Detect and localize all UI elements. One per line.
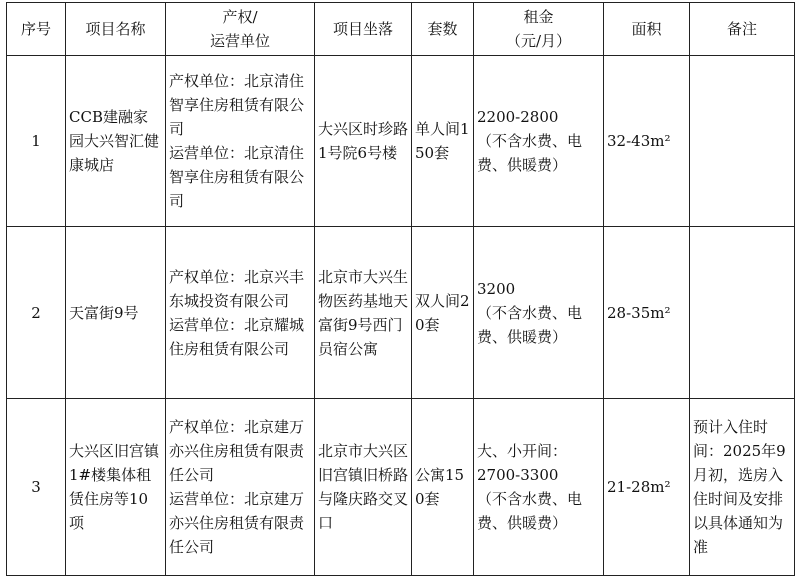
row-rent: 3200 （不含水费、电费、供暖费）	[474, 227, 604, 399]
row-owner-operator: 产权单位：北京建万亦兴住房租赁有限责任公司 运营单位：北京建万亦兴住房租赁有限责任公司	[166, 399, 315, 576]
row-owner-operator: 产权单位：北京兴丰东城投资有限公司 运营单位：北京耀城住房租赁有限公司	[166, 227, 315, 399]
table-row	[7, 227, 795, 399]
header-owner-operator: 产权/ 运营单位	[166, 3, 315, 56]
row-serial-number: 3	[7, 399, 66, 576]
header-note: 备注	[690, 3, 795, 56]
row-area: 28-35m²	[604, 227, 690, 399]
row-rent: 2200-2800 （不含水费、电费、供暖费）	[474, 56, 604, 227]
header-unit-count: 套数	[412, 3, 474, 56]
row-area: 32-43m²	[604, 56, 690, 227]
row-serial-number: 1	[7, 56, 66, 227]
row-note	[690, 56, 795, 227]
row-owner-operator: 产权单位：北京清住智享住房租赁有限公司 运营单位：北京清住智享住房租赁有限公司	[166, 56, 315, 227]
row-unit-count: 公寓150套	[412, 399, 474, 576]
header-rent: 租金 （元/月）	[474, 3, 604, 56]
header-serial-number: 序号	[7, 3, 66, 56]
header-area: 面积	[604, 3, 690, 56]
table-header-row	[7, 3, 795, 56]
row-project-name: CCB建融家园大兴智汇健康城店	[66, 56, 166, 227]
table-row	[7, 399, 795, 576]
row-note: 预计入住时间：2025年9月初，选房入住时间及安排以具体通知为准	[690, 399, 795, 576]
row-serial-number: 2	[7, 227, 66, 399]
row-location: 北京市大兴生物医药基地天富街9号西门员宿公寓	[315, 227, 412, 399]
header-project-name: 项目名称	[66, 3, 166, 56]
header-location: 项目坐落	[315, 3, 412, 56]
row-project-name: 天富街9号	[66, 227, 166, 399]
row-area: 21-28m²	[604, 399, 690, 576]
row-location: 大兴区时珍路1号院6号楼	[315, 56, 412, 227]
row-rent: 大、小开间： 2700-3300 （不含水费、电费、供暖费）	[474, 399, 604, 576]
table-row	[7, 56, 795, 227]
row-project-name: 大兴区旧宫镇1#楼集体租赁住房等10项	[66, 399, 166, 576]
rental-housing-table	[6, 2, 795, 576]
row-unit-count: 单人间150套	[412, 56, 474, 227]
row-note	[690, 227, 795, 399]
row-location: 北京市大兴区旧宫镇旧桥路与隆庆路交叉口	[315, 399, 412, 576]
row-unit-count: 双人间20套	[412, 227, 474, 399]
